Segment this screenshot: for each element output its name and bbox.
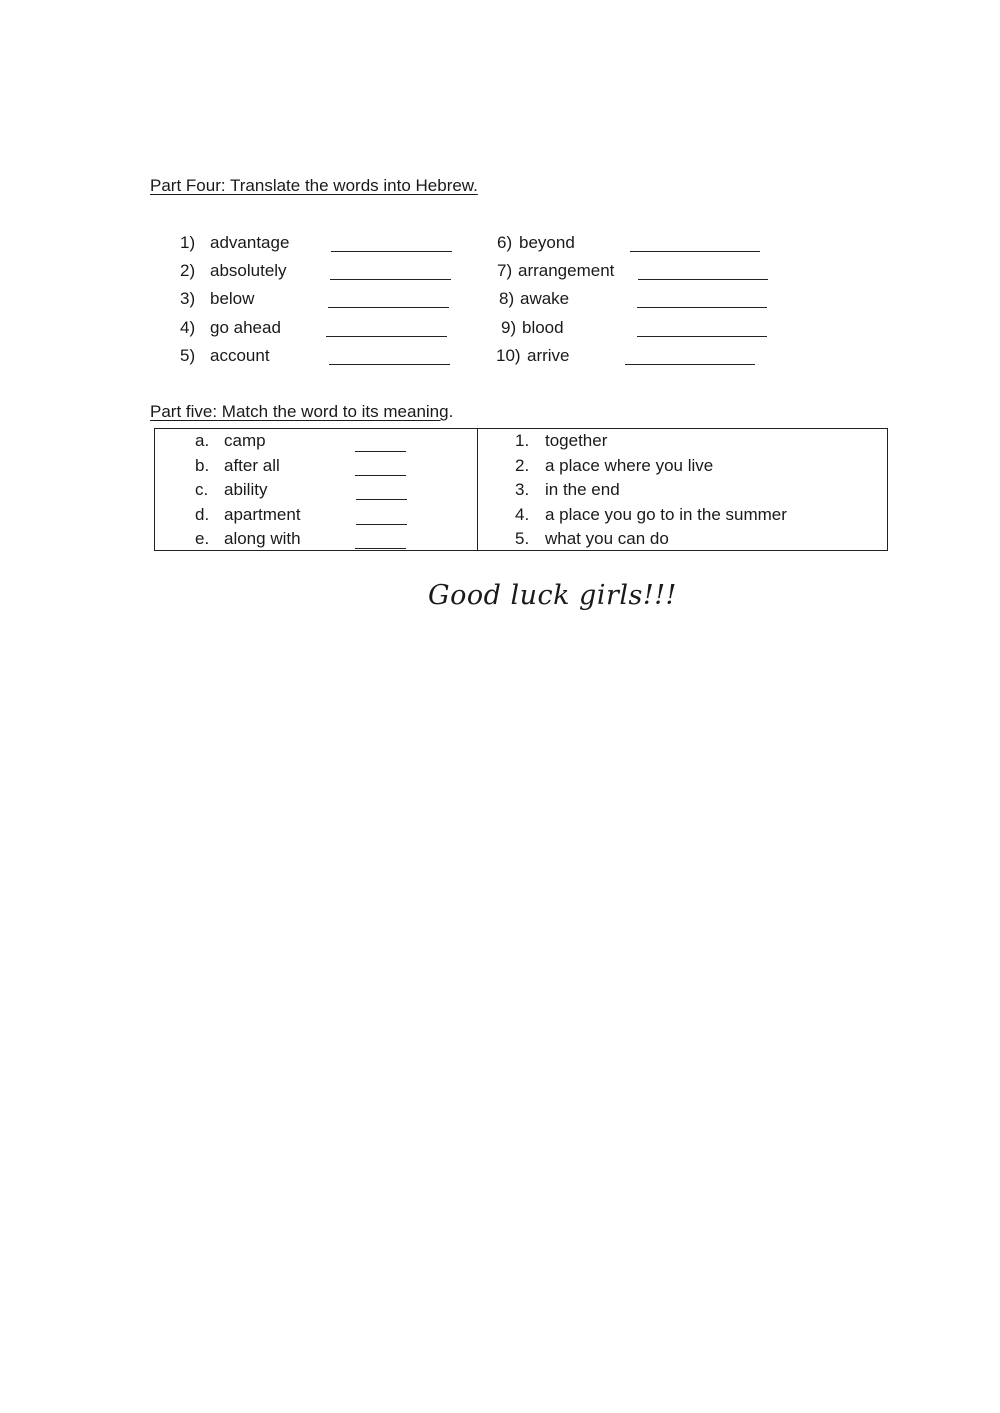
answer-blank-2[interactable]: [330, 279, 451, 280]
meaning-text: a place you go to in the summer: [545, 505, 787, 524]
item-number: 10): [496, 346, 521, 365]
answer-blank-1[interactable]: [331, 251, 452, 252]
meaning-text: in the end: [545, 480, 620, 499]
word-text: ability: [224, 480, 268, 499]
item-word: account: [210, 346, 270, 365]
word-letter: e.: [195, 529, 210, 548]
word-text: camp: [224, 431, 266, 450]
answer-blank-10[interactable]: [625, 364, 755, 365]
item-number: 5): [180, 346, 196, 365]
answer-blank-7[interactable]: [638, 279, 768, 280]
item-word: below: [210, 289, 255, 308]
meaning-text: together: [545, 431, 608, 450]
answer-blank-4[interactable]: [326, 336, 447, 337]
meaning-number: 1.: [515, 431, 530, 450]
closing-message: Good luck girls!!!: [428, 580, 677, 611]
word-letter: c.: [195, 480, 209, 499]
match-blank-c[interactable]: [356, 499, 407, 500]
item-word: arrangement: [518, 261, 615, 280]
meaning-number: 2.: [515, 456, 530, 475]
item-word: absolutely: [210, 261, 287, 280]
match-blank-d[interactable]: [356, 524, 407, 525]
word-letter: d.: [195, 505, 210, 524]
part-four-heading: Part Four: Translate the words into Hebrew.: [150, 176, 478, 195]
item-word: advantage: [210, 233, 290, 252]
part-five-heading-text: Part five: Match the word to its meaning: [150, 402, 449, 421]
answer-blank-5[interactable]: [329, 364, 450, 365]
answer-blank-6[interactable]: [630, 251, 760, 252]
item-word: arrive: [527, 346, 570, 365]
item-number: 8): [499, 289, 515, 308]
meaning-text: a place where you live: [545, 456, 714, 475]
item-number: 9): [501, 318, 517, 337]
match-blank-a[interactable]: [355, 451, 406, 452]
part-five-heading-period: .: [448, 402, 454, 421]
part-five-heading: [150, 402, 453, 422]
answer-blank-9[interactable]: [637, 336, 767, 337]
word-text: apartment: [224, 505, 301, 524]
table-divider: [477, 429, 478, 550]
item-word: awake: [520, 289, 570, 308]
item-number: 7): [497, 261, 513, 280]
answer-blank-8[interactable]: [637, 307, 767, 308]
word-letter: b.: [195, 456, 210, 475]
item-word: blood: [522, 318, 564, 337]
answer-blank-3[interactable]: [328, 307, 449, 308]
item-number: 4): [180, 318, 196, 337]
item-number: 3): [180, 289, 196, 308]
meaning-number: 4.: [515, 505, 530, 524]
meaning-number: 3.: [515, 480, 530, 499]
item-word: go ahead: [210, 318, 281, 337]
item-word: beyond: [519, 233, 575, 252]
item-number: 6): [497, 233, 513, 252]
meaning-number: 5.: [515, 529, 530, 548]
word-letter: a.: [195, 431, 210, 450]
match-blank-b[interactable]: [355, 475, 406, 476]
word-text: along with: [224, 529, 301, 548]
meaning-text: what you can do: [545, 529, 669, 548]
item-number: 1): [180, 233, 196, 252]
item-number: 2): [180, 261, 196, 280]
matching-table: [154, 428, 888, 551]
match-blank-e[interactable]: [355, 548, 406, 549]
word-text: after all: [224, 456, 280, 475]
